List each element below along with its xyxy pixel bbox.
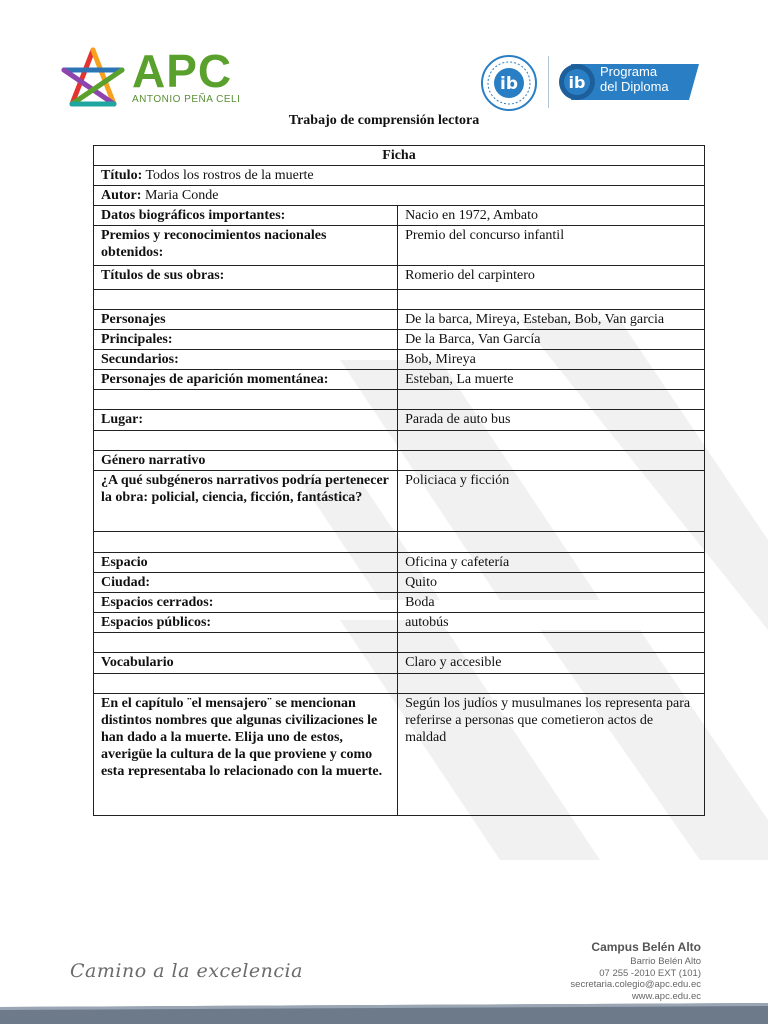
row-label (94, 674, 398, 694)
logo-divider (548, 56, 549, 108)
apc-logo-subtitle: ANTONIO PEÑA CELI (132, 94, 241, 105)
table-row (94, 653, 705, 674)
titulo-cell (94, 166, 705, 186)
svg-text:ib: ib (568, 73, 586, 92)
row-label: Personajes (94, 310, 398, 330)
row-label: Espacios públicos: (94, 613, 398, 633)
table-row (94, 633, 705, 653)
campus-email: secretaria.colegio@apc.edu.ec (570, 979, 701, 990)
campus-website: www.apc.edu.ec (631, 990, 701, 1002)
row-value: Nacio en 1972, Ambato (398, 206, 705, 226)
row-value: De la barca, Mireya, Esteban, Bob, Van garcia (398, 310, 705, 330)
row-label: Espacios cerrados: (94, 593, 398, 613)
row-value: Romerio del carpintero (398, 266, 705, 290)
row-label (94, 290, 398, 310)
autor-cell (94, 186, 705, 206)
campus-address: Barrio Belén Alto (630, 956, 701, 967)
campus-name: Campus Belén Alto (591, 940, 701, 954)
ficha-heading: Ficha (94, 146, 705, 166)
table-row (94, 390, 705, 410)
row-value (398, 633, 705, 653)
row-value: Premio del concurso infantil (398, 226, 705, 266)
row-label: Secundarios: (94, 350, 398, 370)
ib-program-line1: Programa (600, 64, 658, 79)
table-row (94, 532, 705, 553)
table-row (94, 451, 705, 471)
row-value: Esteban, La muerte (398, 370, 705, 390)
titulo-label: Título: (101, 168, 143, 183)
row-value: Boda (398, 593, 705, 613)
row-label: Lugar: (94, 410, 398, 431)
row-value (398, 431, 705, 451)
titulo-value: Todos los rostros de la muerte (145, 168, 314, 183)
row-value: Claro y accesible (398, 653, 705, 674)
row-value: Policiaca y ficción (398, 471, 705, 532)
table-row (94, 674, 705, 694)
row-value (398, 390, 705, 410)
row-label: Género narrativo (94, 451, 398, 471)
table-row (94, 290, 705, 310)
row-label: Principales: (94, 330, 398, 350)
table-row (94, 573, 705, 593)
row-label (94, 390, 398, 410)
row-label (94, 431, 398, 451)
row-value: Quito (398, 573, 705, 593)
table-row (94, 694, 705, 816)
page-header (0, 0, 768, 115)
row-label: En el capítulo ¨el mensajero¨ se mencionan distintos nombres que algunas civilizaciones le han dado a la muerte. Elija uno de estos, averigüe la cultura de la que proviene y como esta representaba lo relacionado con la muerte. (94, 694, 398, 816)
ib-program-line2: del Diploma (600, 79, 669, 94)
ib-seal-icon (480, 54, 538, 112)
autor-label: Autor: (101, 188, 142, 203)
row-value (398, 532, 705, 553)
autor-value: Maria Conde (144, 188, 219, 203)
row-label: Títulos de sus obras: (94, 266, 398, 290)
row-value: Parada de auto bus (398, 410, 705, 431)
table-row (94, 471, 705, 532)
table-row (94, 553, 705, 573)
table-row (94, 330, 705, 350)
row-value: autobús (398, 613, 705, 633)
footer-contact-info (570, 940, 701, 1002)
row-label: Datos biográficos importantes: (94, 206, 398, 226)
table-row (94, 370, 705, 390)
row-label: Premios y reconocimientos nacionales obtenidos: (94, 226, 398, 266)
row-value (398, 674, 705, 694)
footer-slogan: Camino a la excelencia (70, 960, 303, 982)
table-row (94, 166, 705, 186)
row-label: Espacio (94, 553, 398, 573)
ib-seal-text: ib (500, 74, 518, 94)
row-value: De la Barca, Van García (398, 330, 705, 350)
row-label (94, 633, 398, 653)
row-label: Ciudad: (94, 573, 398, 593)
ib-program-label (600, 64, 669, 94)
row-label: Personajes de aparición momentánea: (94, 370, 398, 390)
table-row (94, 431, 705, 451)
campus-phone: 07 255 -2010 EXT (101) (599, 967, 701, 979)
row-label (94, 532, 398, 553)
table-row (94, 613, 705, 633)
row-value (398, 290, 705, 310)
table-row (94, 146, 705, 166)
ficha-table (93, 145, 705, 816)
row-value: Según los judíos y musulmanes los representa para referirse a personas que cometieron actos de maldad (398, 694, 705, 816)
table-row (94, 206, 705, 226)
row-value (398, 451, 705, 471)
table-row (94, 310, 705, 330)
footer-bar (0, 1003, 768, 1024)
table-row (94, 593, 705, 613)
table-row (94, 350, 705, 370)
document-title: Trabajo de comprensión lectora (288, 113, 480, 128)
apc-logo (60, 46, 240, 112)
table-row (94, 266, 705, 290)
apc-logo-text: APC (132, 45, 233, 97)
row-value: Bob, Mireya (398, 350, 705, 370)
apc-star-icon (60, 46, 126, 112)
row-label: Vocabulario (94, 653, 398, 674)
row-label: ¿A qué subgéneros narrativos podría pertenecer la obra: policial, ciencia, ficción, fantástica? (94, 471, 398, 532)
table-row (94, 186, 705, 206)
table-row (94, 410, 705, 431)
row-value: Oficina y cafetería (398, 553, 705, 573)
table-row (94, 226, 705, 266)
